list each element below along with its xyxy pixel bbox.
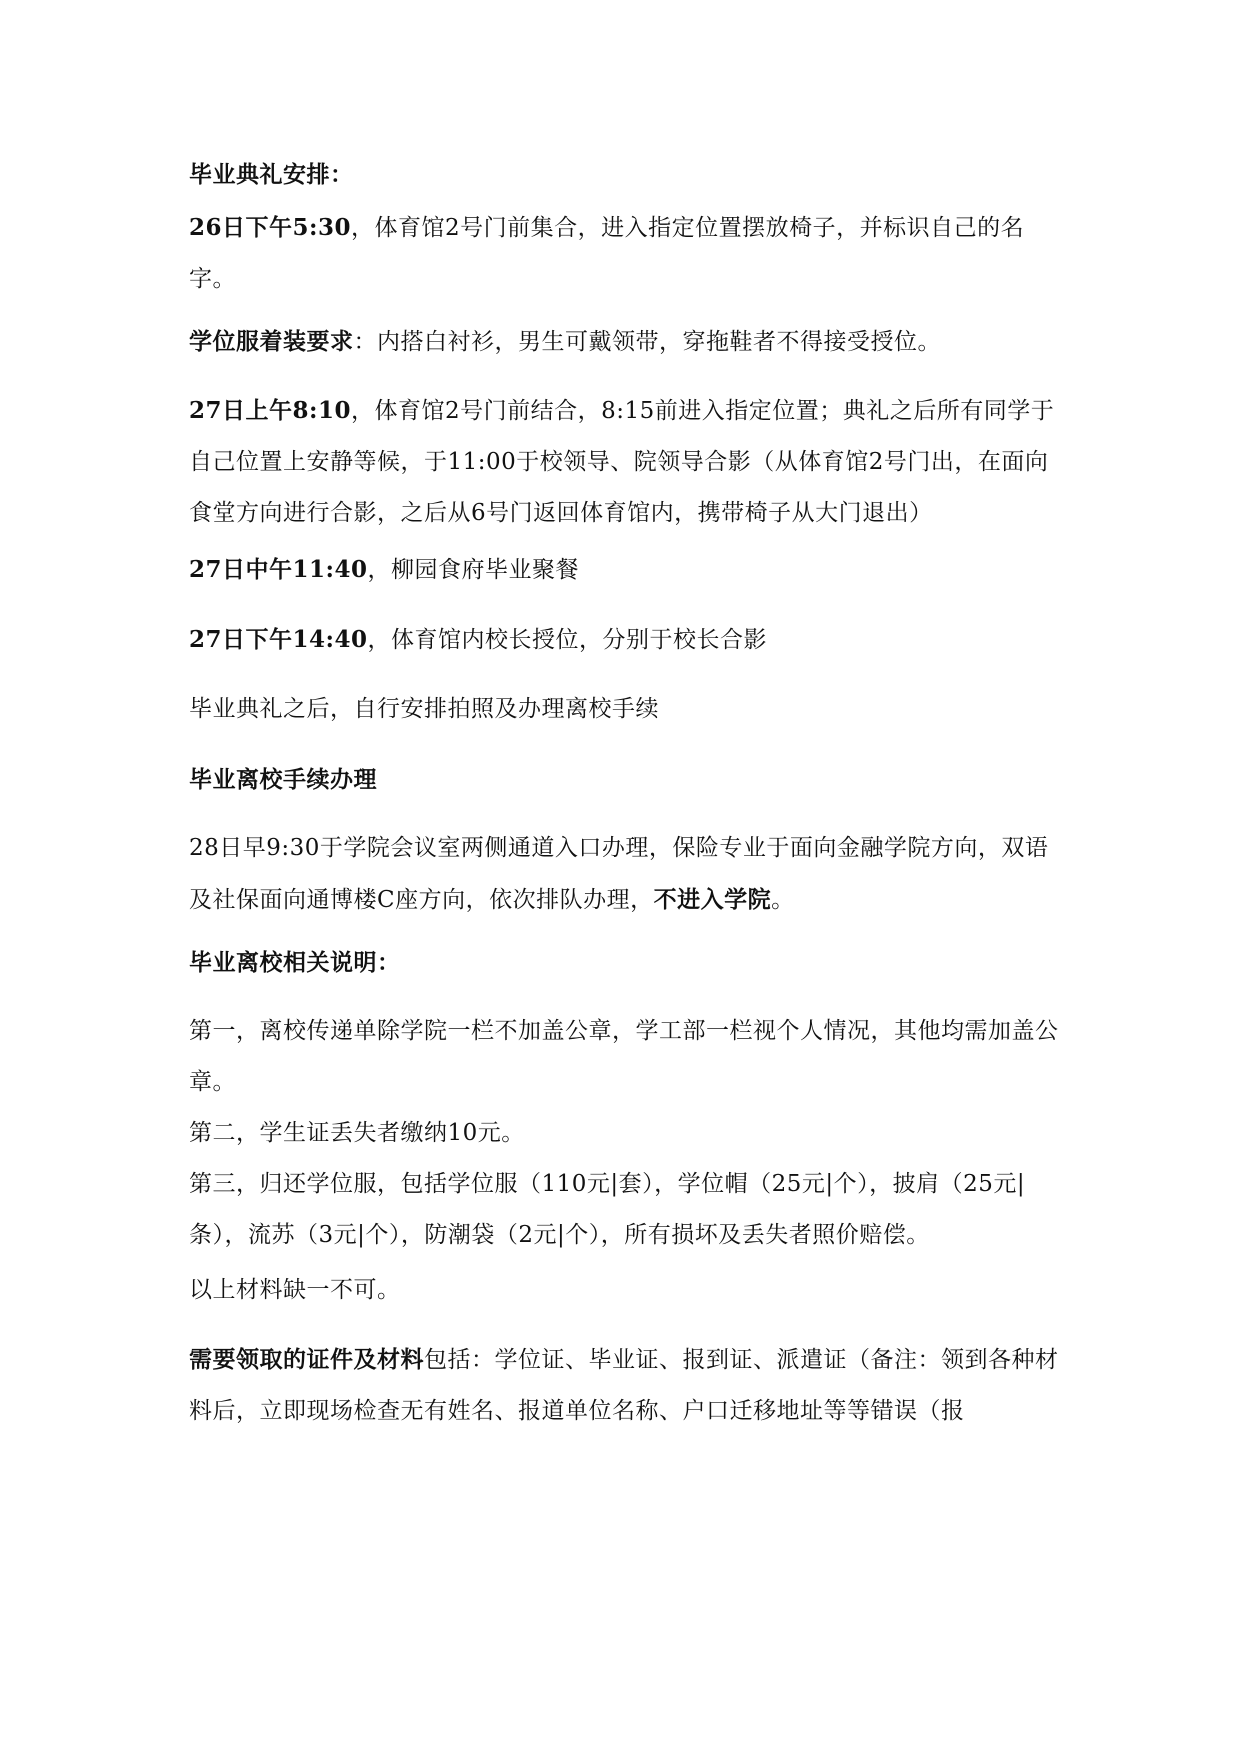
assembly-26-text: ，体育馆2号门前集合，进入指定位置摆放椅子，并标识自己的名字。 [189, 215, 1025, 292]
paragraph-materials-required: 以上材料缺一不可。 [189, 1277, 401, 1303]
ceremony-27-morning-time: 27日上午8:10 [189, 397, 352, 424]
notes-list [189, 1006, 1059, 1261]
paragraph-dress-code [189, 316, 1059, 368]
procedure-heading: 毕业离校手续办理 [189, 766, 377, 793]
paragraph-documents-to-collect [189, 1334, 1059, 1437]
paragraph-ceremony-27-morning [189, 385, 1059, 539]
lunch-27-time: 27日中午11:40 [189, 556, 368, 583]
paragraph-procedure-28 [189, 823, 1059, 926]
ceremony-heading: 毕业典礼安排： [189, 161, 354, 188]
dress-code-text: ：内搭白衬衫，男生可戴领带，穿拖鞋者不得接受授位。 [353, 329, 941, 355]
degree-conferral-time: 27日下午14:40 [189, 626, 368, 653]
paragraph-lunch-27 [189, 544, 1059, 596]
lunch-27-text: ，柳园食府毕业聚餐 [367, 557, 580, 583]
paragraph-degree-conferral [189, 614, 1059, 666]
procedure-28-text: 28日早9:30于学院会议室两侧通道入口办理，保险专业于面向金融学院方向，双语及社保面向通博楼C座方向，依次排队办理， [189, 835, 1049, 913]
paragraph-after-ceremony: 毕业典礼之后，自行安排拍照及办理离校手续 [189, 696, 659, 722]
note-first: 第一，离校传递单除学院一栏不加盖公章，学工部一栏视个人情况，其他均需加盖公章。 [189, 1018, 1059, 1095]
ceremony-27-morning-text: ，体育馆2号门前结合，8:15前进入指定位置；典礼之后所有同学于自己位置上安静等候，于11:00于校领导、院领导合影（从体育馆2号门出，在面向食堂方向进行合影，之后从6号门返回体育馆内，携带椅子从大门退出） [189, 398, 1055, 526]
procedure-28-emphasis: 不进入学院 [653, 886, 772, 913]
documents-to-collect-label: 需要领取的证件及材料 [189, 1346, 424, 1373]
paragraph-assembly-26 [189, 202, 1059, 305]
note-second: 第二，学生证丢失者缴纳10元。 [189, 1120, 525, 1146]
note-third: 第三，归还学位服，包括学位服（110元|套），学位帽（25元|个），披肩（25元|条），流苏（3元|个），防潮袋（2元|个），所有损坏及丢失者照价赔偿。 [189, 1171, 1026, 1248]
assembly-26-time: 26日下午5:30 [189, 214, 352, 241]
dress-code-label: 学位服着装要求 [189, 328, 354, 355]
documents-to-collect-text: 包括：学位证、毕业证、报到证、派遣证（备注：领到各种材料后，立即现场检查无有姓名、报道单位名称、户口迁移地址等等错误（报 [189, 1347, 1059, 1424]
notes-heading: 毕业离校相关说明： [189, 949, 401, 976]
degree-conferral-text: ，体育馆内校长授位，分别于校长合影 [367, 627, 768, 653]
procedure-28-end: 。 [771, 887, 795, 913]
